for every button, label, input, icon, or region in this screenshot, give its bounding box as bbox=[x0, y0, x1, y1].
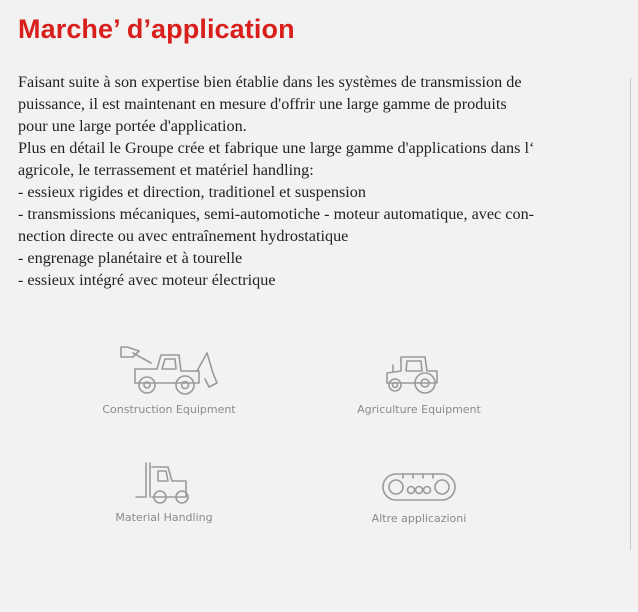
agriculture-equipment-label: Agriculture Equipment bbox=[357, 403, 481, 416]
paragraph-line: puissance, il est maintenant en mesure d'offrir une large gamme de produits bbox=[18, 95, 507, 113]
construction-equipment-link[interactable] bbox=[69, 343, 269, 416]
crawler-track-icon bbox=[367, 468, 471, 506]
paragraph-line: - engrenage planétaire et à tourelle bbox=[18, 249, 243, 267]
agriculture-equipment-link[interactable] bbox=[319, 343, 519, 416]
tractor-icon bbox=[367, 343, 471, 397]
backhoe-loader-icon bbox=[117, 343, 221, 397]
forklift-icon bbox=[112, 457, 216, 505]
other-applications-link[interactable] bbox=[319, 468, 519, 525]
paragraph-line: - essieux rigides et direction, traditionel et suspension bbox=[18, 183, 366, 201]
paragraph-line: agricole, le terrassement et matériel handling: bbox=[18, 161, 314, 179]
page-title: Marche’ d’application bbox=[18, 14, 295, 44]
construction-equipment-label: Construction Equipment bbox=[102, 403, 236, 416]
paragraph-line: - transmissions mécaniques, semi-automotiche - moteur automatique, avec con- bbox=[18, 205, 535, 223]
paragraph-line: - essieux intégré avec moteur électrique bbox=[18, 271, 276, 289]
material-handling-label: Material Handling bbox=[115, 511, 213, 524]
description-paragraph bbox=[18, 71, 608, 291]
paragraph-line: Plus en détail le Groupe crée et fabrique une large gamme d'applications dans l‘ bbox=[18, 139, 535, 157]
material-handling-link[interactable] bbox=[64, 457, 264, 524]
other-applications-label: Altre applicazioni bbox=[371, 512, 467, 525]
paragraph-line: nection directe ou avec entraînement hydrostatique bbox=[18, 227, 349, 245]
paragraph-line: pour une large portée d'application. bbox=[18, 117, 247, 135]
paragraph-line: Faisant suite à son expertise bien établie dans les systèmes de transmission de bbox=[18, 73, 522, 91]
scrollbar-track[interactable] bbox=[630, 78, 631, 550]
